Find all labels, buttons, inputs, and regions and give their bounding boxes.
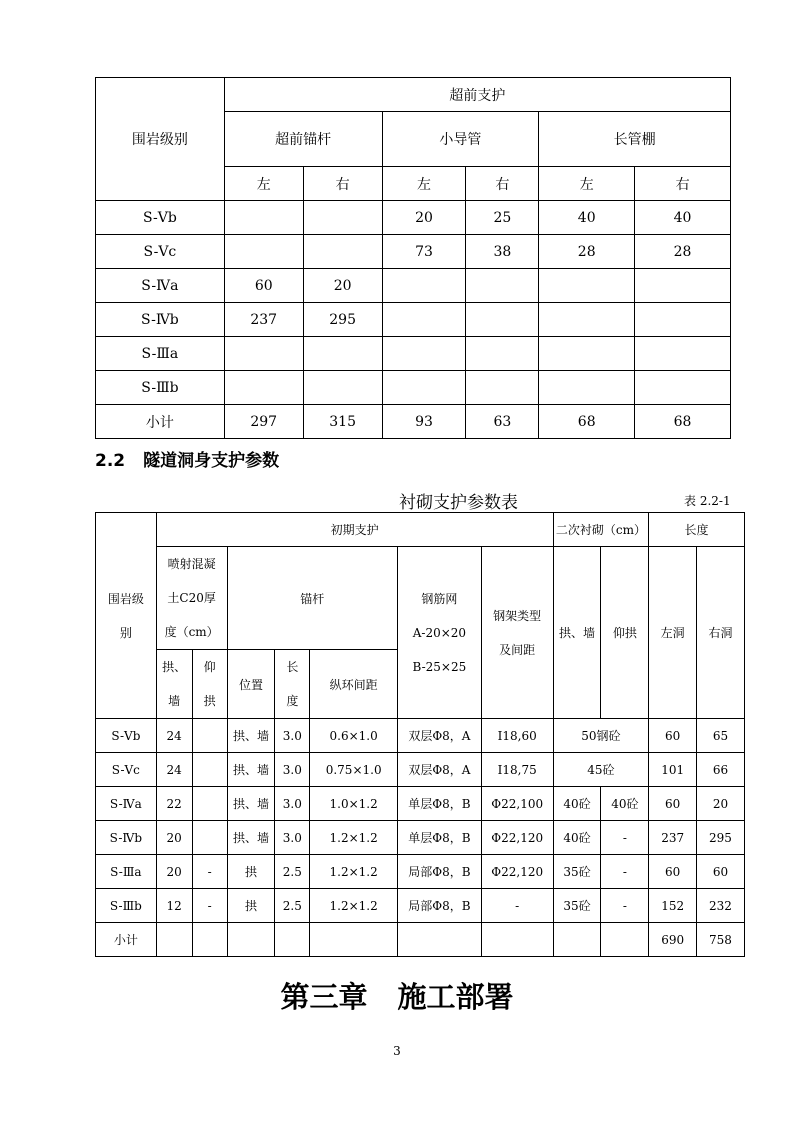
value-cell: 297 (224, 405, 303, 439)
value-cell (635, 337, 731, 371)
anchor-position-header: 位置 (227, 650, 275, 719)
section-heading (95, 446, 279, 471)
value-cell: 3.0 (275, 719, 310, 753)
grade-cell: S-Ⅲb (96, 889, 157, 923)
table-row (96, 855, 746, 889)
value-cell (539, 371, 635, 405)
table-row (96, 889, 746, 923)
value-cell (553, 923, 601, 957)
grade-cell: S-Ⅳa (96, 269, 225, 303)
side-header: 左 (224, 167, 303, 201)
shotcrete-invert-header: 仰 拱 (192, 650, 227, 719)
value-cell: 双层Φ8，A (398, 753, 482, 787)
value-cell: 0.6×1.0 (310, 719, 398, 753)
value-cell: I18,60 (481, 719, 553, 753)
lining-support-table (95, 512, 746, 957)
value-cell: 66 (697, 753, 745, 787)
rock-grade-header: 围岩级别 (96, 78, 225, 201)
side-header: 右 (303, 167, 382, 201)
value-cell (398, 923, 482, 957)
value-cell: 拱、墙 (227, 753, 275, 787)
value-cell: Φ22,100 (481, 787, 553, 821)
value-cell: Φ22,120 (481, 821, 553, 855)
grade-cell: S-Ⅴb (96, 719, 157, 753)
table-row-total (96, 405, 731, 439)
value-cell: 拱、墙 (227, 787, 275, 821)
value-cell: 双层Φ8，A (398, 719, 482, 753)
value-cell: 40砼 (553, 787, 601, 821)
value-cell: Φ22,120 (481, 855, 553, 889)
value-cell: 40砼 (553, 821, 601, 855)
grade-cell: S-Ⅴb (96, 201, 225, 235)
value-cell: 1.0×1.2 (310, 787, 398, 821)
value-cell (466, 269, 539, 303)
value-cell (539, 337, 635, 371)
value-cell: 38 (466, 235, 539, 269)
side-header: 右 (635, 167, 731, 201)
value-cell: 2.5 (275, 889, 310, 923)
table-row (96, 371, 731, 405)
value-cell: 单层Φ8，B (398, 821, 482, 855)
table-row (96, 235, 731, 269)
mesh-header: 钢筋网 A-20×20 B-25×25 (398, 547, 482, 719)
value-cell (192, 719, 227, 753)
value-cell: 60 (649, 855, 697, 889)
shotcrete-arch-wall-header: 拱、 墙 (156, 650, 192, 719)
value-cell: 295 (697, 821, 745, 855)
value-cell: 20 (156, 821, 192, 855)
value-cell: 拱、墙 (227, 821, 275, 855)
value-cell: 237 (224, 303, 303, 337)
value-cell: 3.0 (275, 821, 310, 855)
value-cell: 2.5 (275, 855, 310, 889)
table-row (96, 337, 731, 371)
value-cell: 63 (466, 405, 539, 439)
table-caption: 衬砌支护参数表 (399, 493, 518, 513)
value-cell: 24 (156, 753, 192, 787)
value-cell: 单层Φ8，B (398, 787, 482, 821)
value-cell: 50钢砼 (553, 719, 649, 753)
value-cell (310, 923, 398, 957)
value-cell: 295 (303, 303, 382, 337)
value-cell: - (192, 855, 227, 889)
table-row (96, 303, 731, 337)
value-cell: 690 (649, 923, 697, 957)
chapter-title (0, 975, 794, 1016)
table-row (96, 201, 731, 235)
value-cell: 局部Φ8，B (398, 855, 482, 889)
value-cell (466, 303, 539, 337)
right-tunnel-header: 右洞 (697, 547, 745, 719)
rock-grade-header: 围岩级 别 (96, 513, 157, 719)
group-header-small-pipe: 小导管 (382, 112, 539, 167)
value-cell: - (601, 821, 649, 855)
value-cell: 1.2×1.2 (310, 821, 398, 855)
anchor-header: 锚杆 (227, 547, 398, 650)
steel-frame-header: 钢架类型 及间距 (481, 547, 553, 719)
value-cell: 152 (649, 889, 697, 923)
value-cell: 局部Φ8，B (398, 889, 482, 923)
advance-support-table (95, 77, 731, 439)
value-cell: 0.75×1.0 (310, 753, 398, 787)
value-cell (227, 923, 275, 957)
value-cell: 73 (382, 235, 466, 269)
value-cell: 1.2×1.2 (310, 855, 398, 889)
value-cell: 237 (649, 821, 697, 855)
initial-support-header: 初期支护 (156, 513, 553, 547)
lining-arch-wall-header: 拱、墙 (553, 547, 601, 719)
value-cell: 68 (635, 405, 731, 439)
value-cell: - (601, 855, 649, 889)
grade-cell: S-Ⅴc (96, 753, 157, 787)
group-header-anchor: 超前锚杆 (224, 112, 382, 167)
value-cell: - (601, 889, 649, 923)
value-cell: 拱、墙 (227, 719, 275, 753)
table-row (96, 787, 746, 821)
grade-cell: 小计 (96, 923, 157, 957)
value-cell: 28 (635, 235, 731, 269)
side-header: 左 (539, 167, 635, 201)
value-cell (156, 923, 192, 957)
value-cell (224, 201, 303, 235)
value-cell: 20 (382, 201, 466, 235)
table-row (96, 719, 746, 753)
value-cell: - (192, 889, 227, 923)
value-cell: 65 (697, 719, 745, 753)
value-cell: 25 (466, 201, 539, 235)
value-cell (635, 371, 731, 405)
value-cell: 758 (697, 923, 745, 957)
value-cell (635, 303, 731, 337)
table-row (96, 269, 731, 303)
value-cell (275, 923, 310, 957)
value-cell: 101 (649, 753, 697, 787)
anchor-spacing-header: 纵环间距 (310, 650, 398, 719)
value-cell: 60 (697, 855, 745, 889)
anchor-length-header: 长 度 (275, 650, 310, 719)
value-cell: 60 (224, 269, 303, 303)
value-cell (382, 371, 466, 405)
value-cell (466, 337, 539, 371)
value-cell (192, 753, 227, 787)
value-cell: 20 (156, 855, 192, 889)
value-cell (303, 337, 382, 371)
value-cell: 93 (382, 405, 466, 439)
value-cell (224, 235, 303, 269)
value-cell: 68 (539, 405, 635, 439)
value-cell (303, 235, 382, 269)
value-cell (539, 303, 635, 337)
value-cell: 22 (156, 787, 192, 821)
value-cell: 12 (156, 889, 192, 923)
table-row (96, 821, 746, 855)
value-cell (303, 371, 382, 405)
value-cell (303, 201, 382, 235)
grade-cell: 小计 (96, 405, 225, 439)
section-title: 隧道洞身支护参数 (143, 451, 280, 471)
value-cell: 45砼 (553, 753, 649, 787)
value-cell (382, 269, 466, 303)
value-cell: 20 (697, 787, 745, 821)
group-header-pipe-roof: 长管棚 (539, 112, 731, 167)
spacer (744, 547, 745, 650)
grade-cell: S-Ⅲa (96, 337, 225, 371)
value-cell (635, 269, 731, 303)
page-number: 3 (393, 1044, 401, 1058)
table-row-total (96, 923, 746, 957)
value-cell: 拱 (227, 889, 275, 923)
value-cell (466, 371, 539, 405)
value-cell: - (481, 889, 553, 923)
value-cell (224, 371, 303, 405)
value-cell (382, 303, 466, 337)
grade-cell: S-Ⅲb (96, 371, 225, 405)
value-cell (192, 821, 227, 855)
grade-cell: S-Ⅳb (96, 821, 157, 855)
value-cell: I18,75 (481, 753, 553, 787)
value-cell: 20 (303, 269, 382, 303)
length-header: 长度 (649, 513, 745, 547)
value-cell: 28 (539, 235, 635, 269)
grade-cell: S-Ⅳa (96, 787, 157, 821)
chapter-name: 施工部署 (397, 980, 514, 1014)
table-row (96, 753, 746, 787)
lining-invert-header: 仰拱 (601, 547, 649, 719)
value-cell: 1.2×1.2 (310, 889, 398, 923)
grade-cell: S-Ⅳb (96, 303, 225, 337)
grade-cell: S-Ⅲa (96, 855, 157, 889)
value-cell: 35砼 (553, 855, 601, 889)
value-cell (192, 923, 227, 957)
side-header: 左 (382, 167, 466, 201)
grade-cell: S-Ⅴc (96, 235, 225, 269)
value-cell (192, 787, 227, 821)
side-header: 右 (466, 167, 539, 201)
value-cell: 拱 (227, 855, 275, 889)
value-cell (481, 923, 553, 957)
value-cell: 60 (649, 719, 697, 753)
value-cell: 40砼 (601, 787, 649, 821)
table-number: 表 2.2-1 (684, 494, 731, 508)
chapter-number: 第三章 (280, 980, 368, 1014)
section-number: 2.2 (95, 451, 126, 471)
value-cell: 3.0 (275, 753, 310, 787)
left-tunnel-header: 左洞 (649, 547, 697, 719)
value-cell: 35砼 (553, 889, 601, 923)
value-cell: 40 (635, 201, 731, 235)
shotcrete-header: 喷射混凝 土C20厚 度（cm） (156, 547, 227, 650)
value-cell: 315 (303, 405, 382, 439)
value-cell: 232 (697, 889, 745, 923)
value-cell: 60 (649, 787, 697, 821)
value-cell (601, 923, 649, 957)
secondary-lining-header: 二次衬砌（cm） (553, 513, 649, 547)
value-cell: 24 (156, 719, 192, 753)
value-cell (539, 269, 635, 303)
value-cell: 40 (539, 201, 635, 235)
value-cell (224, 337, 303, 371)
value-cell (382, 337, 466, 371)
value-cell: 3.0 (275, 787, 310, 821)
advance-support-header: 超前支护 (224, 78, 730, 112)
